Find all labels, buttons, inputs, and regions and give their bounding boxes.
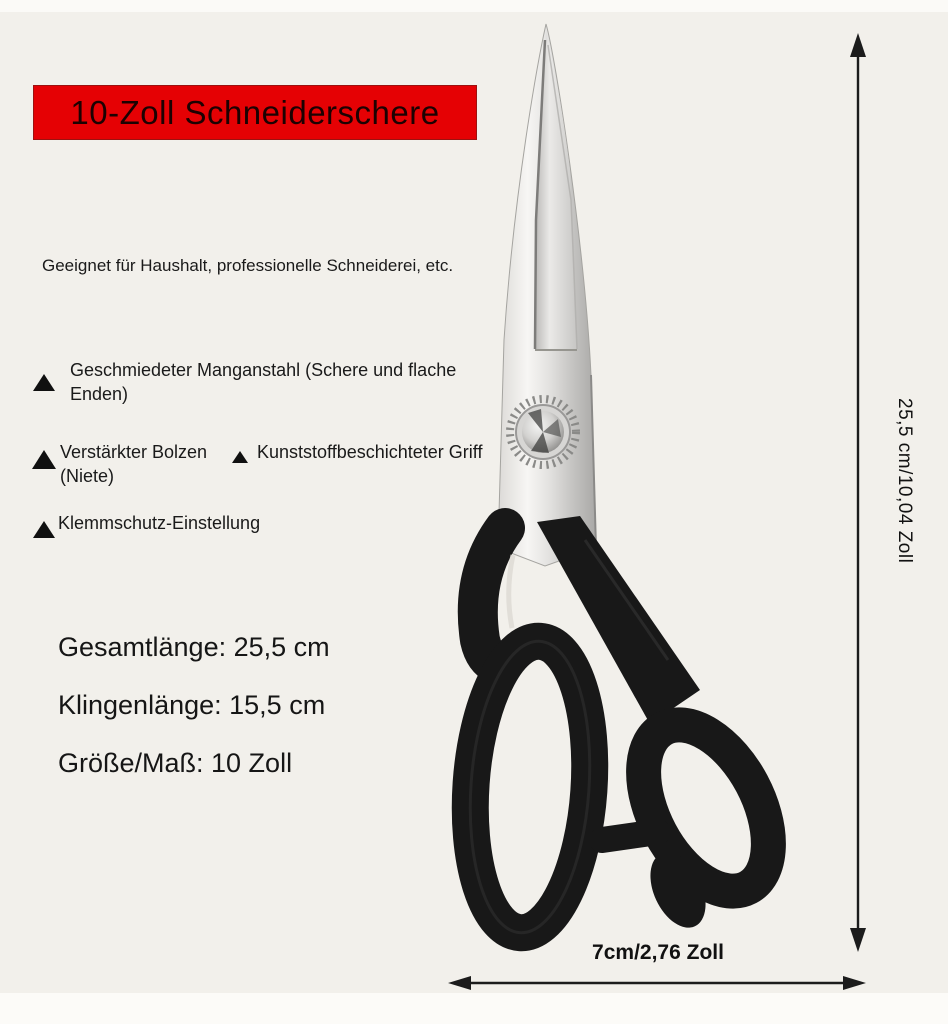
title-banner-label: 10-Zoll Schneiderschere (70, 93, 440, 131)
width-dimension-arrow (448, 976, 866, 990)
triangle-bullet-icon (32, 450, 56, 469)
triangle-bullet-icon (33, 374, 55, 391)
title-banner (33, 85, 477, 140)
feature-text: Geschmiedeter Manganstahl (Schere und flache Enden) (70, 360, 457, 404)
height-dimension-arrow (850, 33, 866, 952)
spec-line-overall-length: Gesamtlänge: 25,5 cm (58, 632, 330, 662)
triangle-bullet-icon (232, 451, 248, 463)
intro-text: Geeignet für Haushalt, professionelle Schneiderei, etc. (42, 256, 454, 275)
width-dimension-label: 7cm/2,76 Zoll (592, 941, 724, 964)
height-dimension-label: 25,5 cm/10,04 Zoll (894, 398, 915, 564)
spec-line-blade-length: Klingenlänge: 15,5 cm (58, 690, 326, 720)
feature-text: Klemmschutz-Einstellung (58, 513, 261, 533)
feature-text: Kunststoffbeschichteter Griff (257, 442, 483, 462)
spec-line-size: Größe/Maß: 10 Zoll (58, 748, 293, 778)
triangle-bullet-icon (33, 521, 55, 538)
scissors-blade (498, 24, 596, 566)
feature-text: Verstärkter Bolzen (Niete) (60, 442, 208, 486)
